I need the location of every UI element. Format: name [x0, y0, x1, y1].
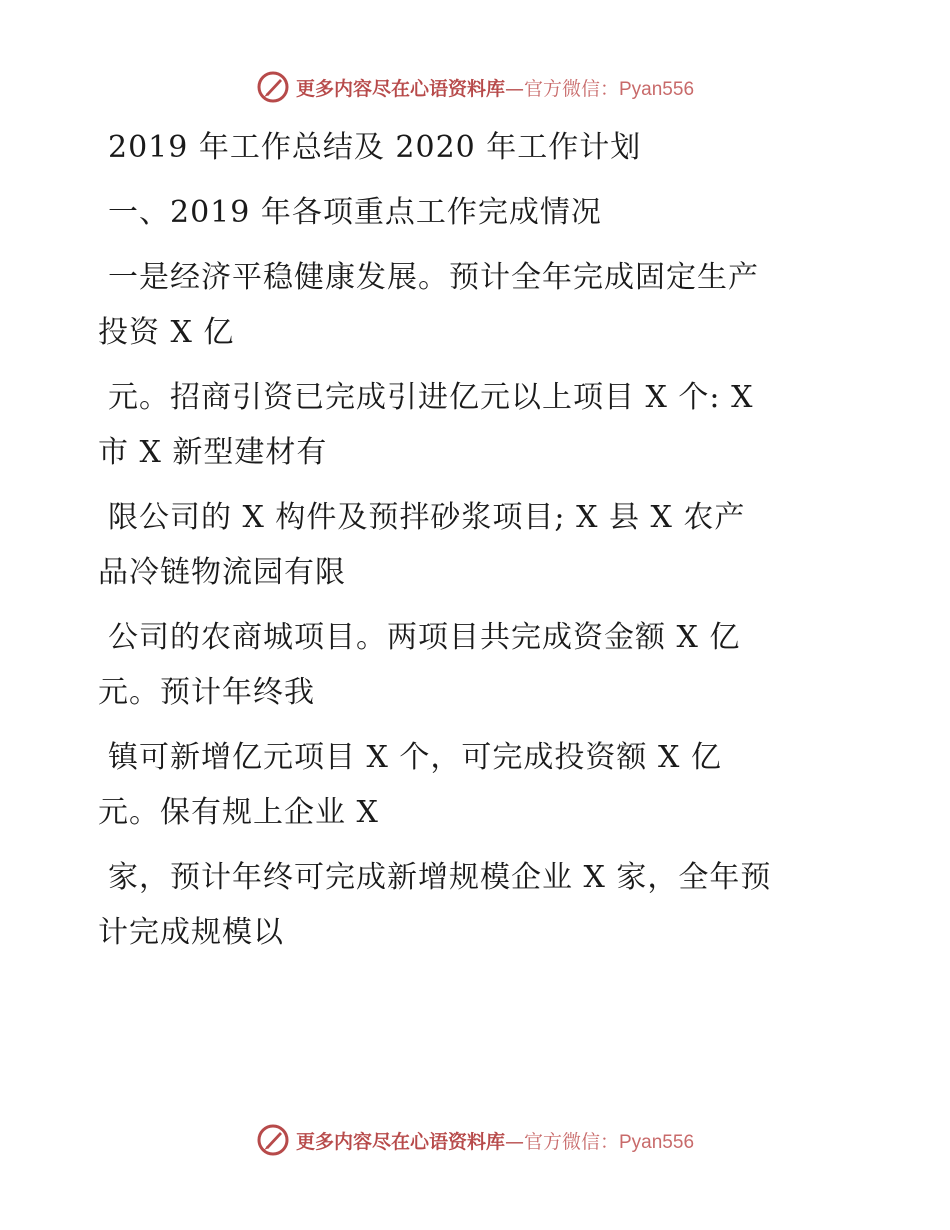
document-title: 2019 年工作总结及 2020 年工作计划	[108, 130, 642, 165]
watermark-wechat-id: Pyan556	[619, 1131, 695, 1153]
paragraph-line: 镇可新增亿元项目 X 个，可完成投资额 X 亿	[108, 740, 722, 775]
paragraph-line: 公司的农商城项目。两项目共完成资金额 X 亿	[108, 620, 741, 655]
watermark-text	[296, 74, 694, 101]
paragraph-line: 投资 X 亿	[98, 315, 235, 350]
paragraph-line: 一是经济平稳健康发展。预计全年完成固定生产	[108, 260, 759, 295]
paragraph-line: 计完成规模以	[98, 915, 284, 950]
quill-pen-logo-icon	[256, 70, 290, 104]
watermark-wechat-id: Pyan556	[619, 78, 695, 100]
watermark-separator: —	[504, 1130, 524, 1153]
paragraph-line: 元。保有规上企业 X	[98, 795, 379, 830]
paragraph-line: 元。预计年终我	[98, 675, 315, 710]
watermark-header	[0, 70, 950, 104]
paragraph	[98, 850, 858, 960]
watermark-wechat-label: 官方微信：	[523, 77, 619, 100]
quill-pen-logo-icon	[256, 1123, 290, 1157]
paragraph-line: 家，预计年终可完成新增规模企业 X 家，全年预	[108, 860, 772, 895]
paragraph	[98, 610, 858, 720]
paragraph	[98, 490, 858, 600]
watermark-brand: 更多内容尽在心语资料库	[295, 1130, 505, 1153]
paragraph-line: 品冷链物流园有限	[98, 555, 346, 590]
watermark-wechat-label: 官方微信：	[523, 1130, 619, 1153]
watermark-brand: 更多内容尽在心语资料库	[295, 77, 505, 100]
watermark-footer	[0, 1123, 950, 1157]
watermark-text	[296, 1127, 694, 1154]
paragraph-line: 元。招商引资已完成引进亿元以上项目 X 个: X	[108, 380, 754, 415]
paragraph	[98, 250, 858, 360]
paragraph	[98, 730, 858, 840]
paragraph	[98, 370, 858, 480]
section-heading: 一、2019 年各项重点工作完成情况	[108, 195, 602, 230]
document-body	[98, 120, 858, 960]
paragraph-line: 限公司的 X 构件及预拌砂浆项目; X 县 X 农产	[108, 500, 746, 535]
watermark-separator: —	[504, 77, 524, 100]
paragraph-line: 市 X 新型建材有	[98, 435, 328, 470]
